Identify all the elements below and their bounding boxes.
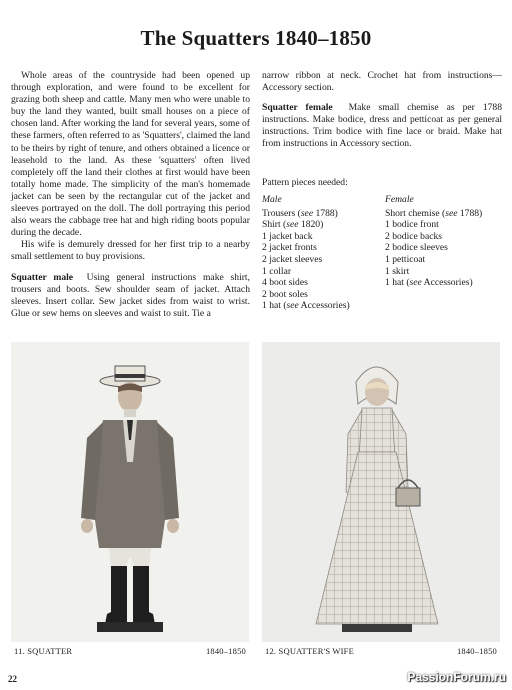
- pattern-piece-item: Shirt (see 1820): [262, 219, 324, 231]
- watermark: PassionForum.ru: [407, 670, 506, 684]
- pattern-piece-item: 1 hat (see Accessories): [262, 300, 350, 312]
- pattern-pieces-table: [262, 193, 502, 312]
- pattern-piece-item: 2 bodice sleeves: [385, 242, 448, 254]
- male-pieces-list: [262, 208, 379, 312]
- pattern-piece-item: Trousers (see 1788): [262, 207, 338, 219]
- pattern-piece-item: 2 boot soles: [262, 288, 308, 300]
- female-text: Make small chemise as per 1788 instructions. Make bodice, dress and petticoat as per general instructions. Trim bodice with fine lace or braid. Make hat from instructions in Accessory section.: [262, 102, 503, 150]
- left-caption-label: 11. SQUATTER: [14, 646, 73, 656]
- pattern-piece-item: 4 boot sides: [262, 277, 308, 289]
- left-caption: [14, 646, 246, 656]
- pattern-piece-item: 1 bodice front: [385, 219, 439, 231]
- male-pieces-column: [262, 193, 379, 312]
- pattern-piece-item: 2 jacket fronts: [262, 242, 317, 254]
- left-column: [11, 70, 250, 320]
- left-caption-year: 1840–1850: [205, 646, 246, 656]
- female-lead: Squatter female: [262, 102, 333, 114]
- pattern-piece-item: 1 hat (see Accessories): [385, 277, 473, 289]
- male-lead: Squatter male: [11, 271, 74, 283]
- female-pieces-list: [385, 208, 502, 289]
- female-header: Female: [385, 193, 414, 205]
- continued-text: narrow ribbon at neck. Crochet hat from instructions—Accessory section.: [262, 70, 502, 94]
- pattern-piece-item: 2 jacket sleeves: [262, 253, 323, 265]
- male-instructions: [11, 272, 250, 320]
- pattern-piece-item: 1 collar: [262, 265, 292, 277]
- female-instructions: [262, 102, 502, 150]
- male-header: Male: [262, 193, 282, 205]
- pattern-piece-item: 1 petticoat: [385, 253, 426, 265]
- page-title: The Squatters 1840–1850: [140, 26, 372, 50]
- right-caption-label: 12. SQUATTER'S WIFE: [265, 646, 354, 656]
- pattern-piece-item: 2 bodice backs: [385, 230, 443, 242]
- intro-paragraph: Whole areas of the countryside had been opened up through exploration, and were found to be excellent for grazing both sheep and cattle. Many men who were unable to buy the land they wanted, built small houses on a piece of chosen land. After working the land for several years, some of these farmers, often referred to as 'Squatters', claimed the land to be theirs by right of tenure, and others obtained a licence or leasehold to the land. As these 'squatters' often lived completely off the land their clothes at first would have been totally home made. The simplicity of the man's homemade jacket can be seen by the rectangular cut of the jacket and sleeves portrayed on the doll. The doll portraying this period also wears the cabbage tree hat and high riding boots popular during the decade.: [11, 70, 250, 239]
- squatter-photo: [11, 342, 249, 642]
- pattern-pieces-heading: Pattern pieces needed:: [262, 176, 348, 188]
- right-caption: [265, 646, 497, 656]
- page-number: 22: [8, 674, 17, 684]
- right-caption-year: 1840–1850: [456, 646, 497, 656]
- female-pieces-column: [385, 193, 502, 312]
- pattern-piece-item: 1 skirt: [385, 265, 410, 277]
- pattern-piece-item: 1 jacket back: [262, 230, 313, 242]
- wife-paragraph: His wife is demurely dressed for her first trip to a nearby small settlement to buy provisions.: [11, 239, 250, 263]
- pattern-piece-item: Short chemise (see 1788): [385, 207, 483, 219]
- squatters-wife-photo: [262, 342, 500, 642]
- male-text: Using general instructions make shirt, trousers and boots. Sew shoulder seam of jacket. Attach sleeves. Insert collar. Sew jacket sides from waist to wrist. Glue or sew hems on sleeves and waist to suit. Tie a: [11, 271, 250, 319]
- right-column: [262, 70, 502, 312]
